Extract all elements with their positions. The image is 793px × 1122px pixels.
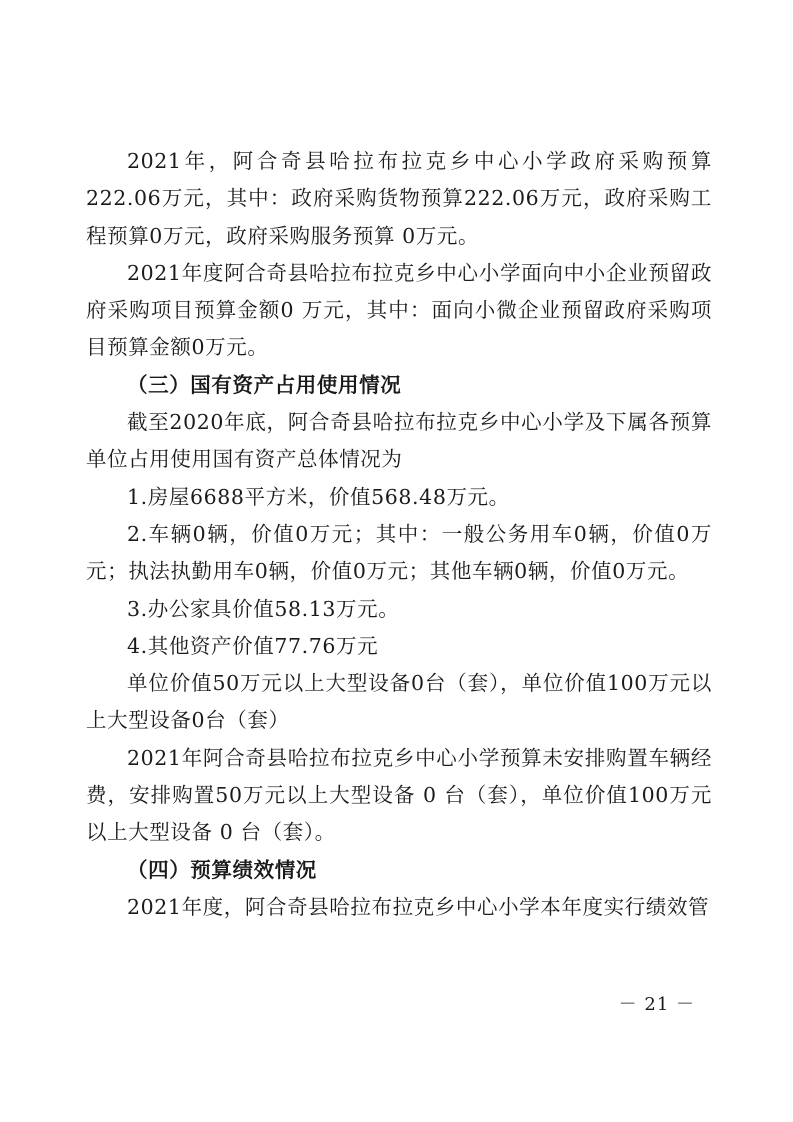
paragraph-performance: 2021年度，阿合奇县哈拉布拉克乡中心小学本年度实行绩效管 <box>127 894 710 919</box>
paragraph-assets-buildings: 1.房屋6688平方米，价值568.48万元。 <box>127 484 510 509</box>
body-text <box>86 143 712 926</box>
paragraph-assets-overview: 截至2020年底，阿合奇县哈拉布拉克乡中心小学及下属各预算单位占用使用国有资产总体情况为 <box>86 410 712 472</box>
paragraph-sme-reserved-budget: 2021年度阿合奇县哈拉布拉克乡中心小学面向中小企业预留政府采购项目预算金额0 万元，其中：面向小微企业预留政府采购项目预算金额0万元。 <box>86 260 712 360</box>
paragraph-assets-other: 4.其他资产价值77.76万元 <box>127 633 379 658</box>
section-heading-performance: （四）预算绩效情况 <box>127 857 317 882</box>
paragraph-assets-vehicles: 2.车辆0辆，价值0万元；其中：一般公务用车0辆，价值0万元；执法执勤用车0辆，价值0万元；其他车辆0辆，价值0万元。 <box>86 521 712 584</box>
section-heading-state-assets: （三）国有资产占用使用情况 <box>127 372 402 397</box>
paragraph-assets-furniture: 3.办公家具价值58.13万元。 <box>127 596 400 621</box>
page-number: － 21 － <box>618 994 695 1015</box>
paragraph-vehicle-equipment-purchase: 2021年阿合奇县哈拉布拉克乡中心小学预算未安排购置车辆经费，安排购置50万元以上大型设备 0 台（套），单位价值100万元以上大型设备 0 台（套）。 <box>86 745 712 845</box>
paragraph-procurement-budget: 2021年，阿合奇县哈拉布拉克乡中心小学政府采购预算222.06万元，其中：政府采购货物预算222.06万元，政府采购工程预算0万元，政府采购服务预算 0万元。 <box>86 149 712 248</box>
paragraph-large-equipment: 单位价值50万元以上大型设备0台（套），单位价值100万元以上大型设备0台（套） <box>86 671 712 733</box>
